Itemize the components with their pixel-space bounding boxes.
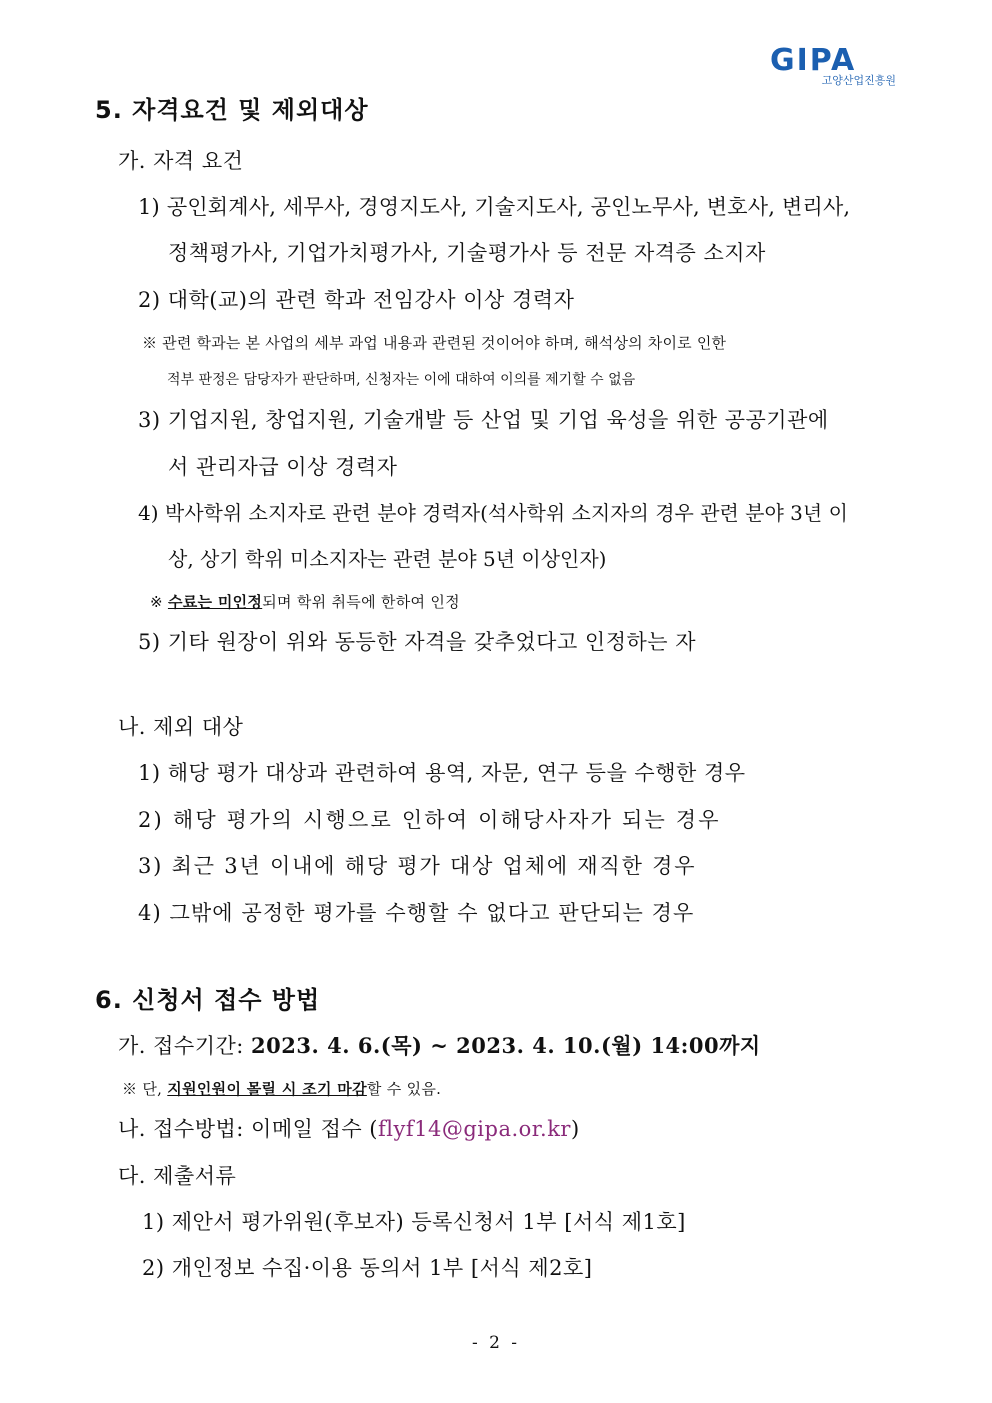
application-period [118, 1030, 761, 1060]
logo-subtitle: 고양산업진흥원 [821, 74, 896, 87]
section-5-title: 5. 자격요건 및 제외대상 [95, 96, 369, 124]
note-2-rest: 되며 학위 취득에 한하여 인정 [262, 593, 460, 611]
qualification-item-2: 2) 대학(교)의 관련 학과 전임강사 이상 경력자 [138, 288, 575, 312]
application-period-label: 가. 접수기간: [118, 1034, 252, 1058]
gipa-logo [770, 43, 900, 88]
qualification-item-4-line-1: 4) 박사학위 소지자로 관련 분야 경력자(석사학위 소지자의 경우 관련 분야 3년 이 [138, 501, 848, 525]
qualification-item-1-line-1: 1) 공인회계사, 세무사, 경영지도사, 기술지도사, 공인노무사, 변호사, 변리사, [138, 195, 851, 219]
submission-doc-2: 2) 개인정보 수집·이용 동의서 1부 [서식 제2호] [142, 1256, 593, 1280]
exclusion-item-3: 3) 최근 3년 이내에 해당 평가 대상 업체에 재직한 경우 [138, 854, 697, 878]
subsection-b-title: 나. 제외 대상 [118, 715, 244, 739]
application-period-value: 2023. 4. 6.(목) ~ 2023. 4. 10.(월) 14:00까지 [251, 1033, 761, 1058]
page-number: - 2 - [471, 1333, 521, 1353]
application-email-link[interactable]: flyf14@gipa.or.kr [378, 1117, 571, 1141]
qualification-note-1-line-2: 적부 판정은 담당자가 판단하며, 신청자는 이에 대하여 이의를 제기할 수 없음 [167, 372, 636, 388]
subsection-a-title: 가. 자격 요건 [118, 149, 244, 173]
exclusion-item-4: 4) 그밖에 공정한 평가를 수행할 수 없다고 판단되는 경우 [138, 901, 695, 925]
submission-doc-1: 1) 제안서 평가위원(후보자) 등록신청서 1부 [서식 제1호] [142, 1210, 686, 1234]
application-method-close: ) [570, 1117, 580, 1141]
qualification-item-5: 5) 기타 원장이 위와 동등한 자격을 갖추었다고 인정하는 자 [138, 630, 697, 654]
logo-letters: GIPA [770, 43, 857, 78]
application-note-underlined: 지원인원이 몰릴 시 조기 마감 [167, 1080, 367, 1098]
application-note-rest: 할 수 있음. [366, 1080, 442, 1098]
application-note-prefix: ※ 단, [122, 1080, 168, 1098]
application-method-label: 나. 접수방법: 이메일 접수 ( [118, 1117, 379, 1141]
qualification-item-1-line-2: 정책평가사, 기업가치평가사, 기술평가사 등 전문 자격증 소지자 [168, 241, 766, 265]
qualification-item-3-line-2: 서 관리자급 이상 경력자 [168, 455, 398, 479]
note-2-underlined: 수료는 미인정 [167, 593, 263, 611]
qualification-item-3-line-1: 3) 기업지원, 창업지원, 기술개발 등 산업 및 기업 육성을 위한 공공기관에 [138, 408, 829, 432]
qualification-note-1-line-1: ※ 관련 학과는 본 사업의 세부 과업 내용과 관련된 것이어야 하며, 해석상의 차이로 인한 [142, 334, 727, 352]
section-6-title: 6. 신청서 접수 방법 [95, 986, 321, 1014]
application-note [122, 1078, 441, 1099]
submission-docs-title: 다. 제출서류 [118, 1164, 237, 1188]
exclusion-item-1: 1) 해당 평가 대상과 관련하여 용역, 자문, 연구 등을 수행한 경우 [138, 761, 746, 785]
qualification-item-4-line-2: 상, 상기 학위 미소지자는 관련 분야 5년 이상인자) [168, 547, 607, 571]
application-method [118, 1113, 580, 1143]
qualification-note-2 [150, 591, 460, 612]
exclusion-item-2: 2) 해당 평가의 시행으로 인하여 이해당사자가 되는 경우 [138, 808, 721, 832]
note-2-prefix: ※ [150, 593, 168, 611]
